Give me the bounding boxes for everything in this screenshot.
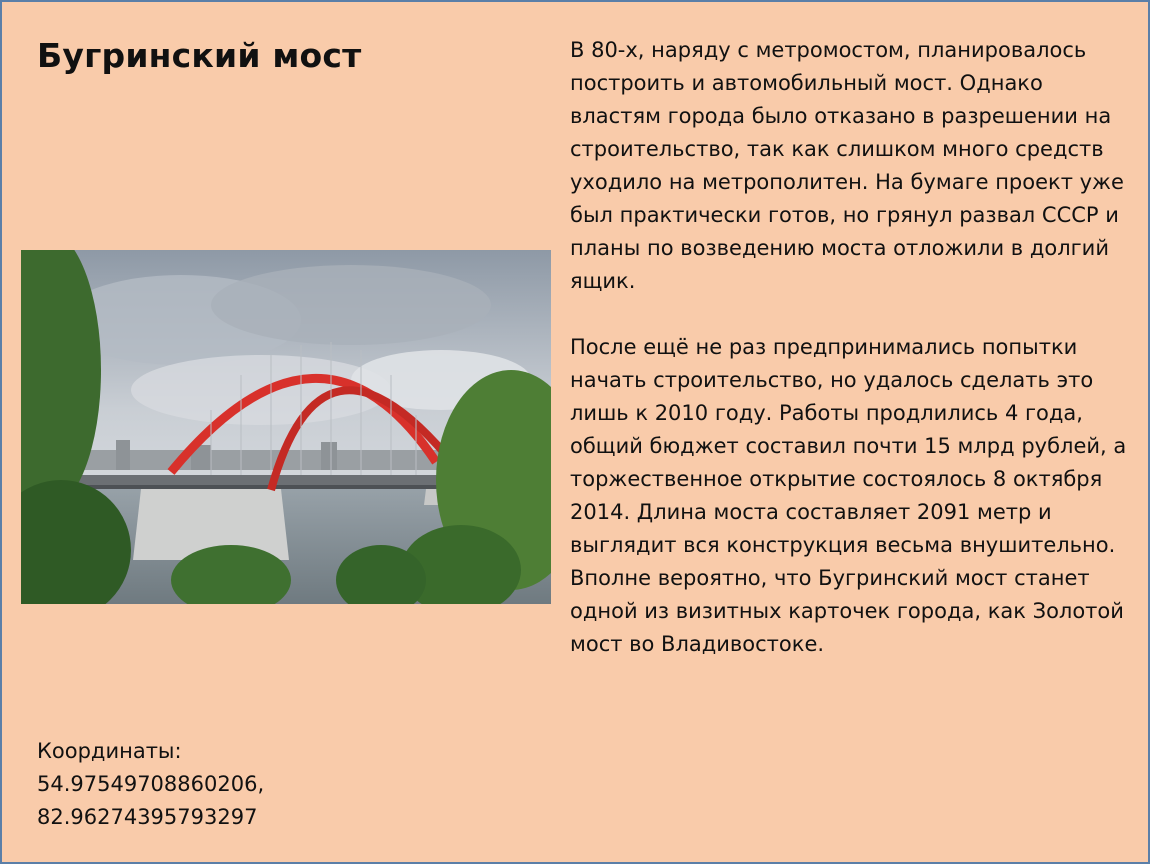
description-paragraph-1: В 80-х, наряду с метромостом, планировалось построить и автомобильный мост. Однако властям города было отказано в разрешении на строительство, так как слишком много средств уходило на метрополитен. На бумаге проект уже был практически готов, но грянул развал СССР и планы по возведению моста отложили в долгий ящик. — [570, 38, 1124, 293]
slide-title: Бугринский мост — [37, 36, 362, 75]
description-paragraph-2: После ещё не раз предпринимались попытки начать строительство, но удалось сделать это лишь к 2010 году. Работы продлились 4 года, общий бюджет составил почти 15 млрд рублей, а торжественное открытие состоялось 8 октября 2014. Длина моста составляет 2091 метр и выглядит вся конструкция весьма внушительно. Вполне вероятно, что Бугринский мост станет одной из визитных карточек города, как Золотой мост во Владивостоке. — [570, 335, 1127, 656]
coordinates-block — [37, 735, 264, 834]
coordinates-latitude: 54.97549708860206, — [37, 772, 265, 796]
coordinates-longitude: 82.96274395793297 — [37, 805, 258, 829]
bridge-photo — [21, 250, 551, 604]
description-text — [570, 34, 1130, 661]
coordinates-label: Координаты: — [37, 739, 182, 763]
